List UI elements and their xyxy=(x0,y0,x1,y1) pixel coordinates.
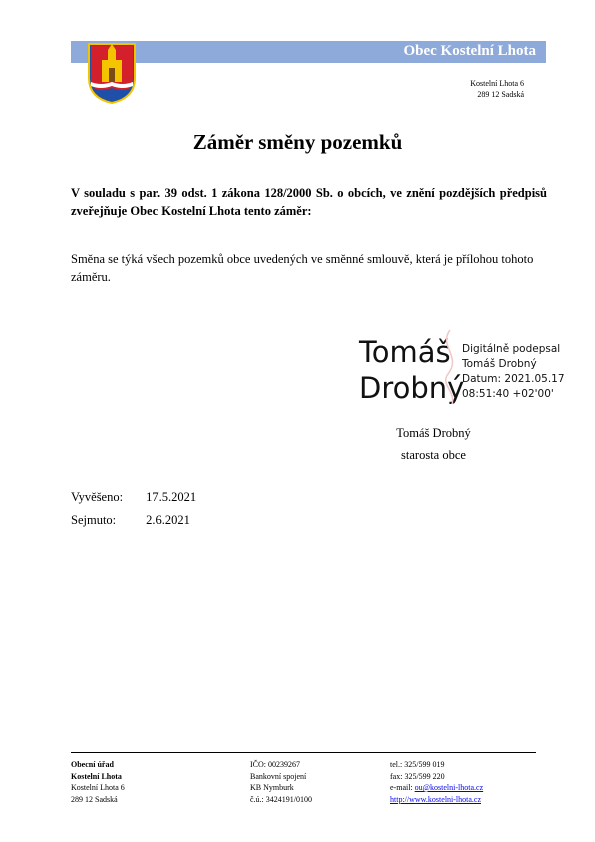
intro-paragraph: V souladu s par. 39 odst. 1 zákona 128/2000 Sb. o obcích, ve znění pozdějších předpisů zveřejňuje Obec Kostelní Lhota tento záměr: xyxy=(71,186,547,218)
coat-of-arms-icon xyxy=(87,42,137,104)
signature-last-name: Drobný xyxy=(359,371,465,405)
footer-email-row xyxy=(390,782,483,794)
signer-block xyxy=(371,422,496,466)
footer-office-city: 289 12 Sadská xyxy=(71,794,118,804)
signature-line-3: Datum: 2021.05.17 xyxy=(462,373,565,385)
removed-label: Sejmuto: xyxy=(71,513,117,527)
footer-website-link[interactable]: http://www.kostelni-lhota.cz xyxy=(390,794,482,804)
footer-office-street: Kostelní Lhota 6 xyxy=(71,783,125,792)
posted-label: Vyvěšeno: xyxy=(71,490,124,504)
posted-row xyxy=(71,486,196,509)
signer-role: starosta obce xyxy=(401,448,466,462)
footer-bank-label: Bankovní spojení xyxy=(250,771,307,781)
footer-contact xyxy=(390,759,483,805)
signature-line-1: Digitálně podepsal xyxy=(462,343,561,355)
signature-first-name: Tomáš xyxy=(359,335,451,369)
footer-email-label: e-mail: xyxy=(390,783,415,792)
footer-divider xyxy=(71,752,536,753)
body-paragraph: Směna se týká všech pozemků obce uvedených ve směnné smlouvě, která je přílohou tohoto záměru. xyxy=(71,252,534,284)
municipality-title: Obec Kostelní Lhota xyxy=(403,43,536,59)
posting-dates xyxy=(71,486,196,532)
address-street: Kostelní Lhota 6 xyxy=(470,79,524,88)
address-city: 289 12 Sadská xyxy=(477,90,524,99)
document-title: Záměr směny pozemků xyxy=(192,130,403,154)
footer-fax: fax: 325/599 220 xyxy=(390,771,445,781)
footer-account: č.ú.: 3424191/0100 xyxy=(250,794,312,804)
footer-office-name: Obecní úřad xyxy=(71,760,114,769)
removed-value: 2.6.2021 xyxy=(146,513,190,527)
digital-signature-info xyxy=(462,342,565,402)
signer-name: Tomáš Drobný xyxy=(396,426,471,440)
signature-line-4: 08:51:40 +02'00' xyxy=(462,388,554,400)
office-address xyxy=(470,78,524,100)
footer-office-town: Kostelní Lhota xyxy=(71,771,122,781)
footer-office xyxy=(71,759,125,805)
footer-bank-name: KB Nymburk xyxy=(250,783,294,792)
posted-value: 17.5.2021 xyxy=(146,490,197,504)
footer-ico: IČO: 00239267 xyxy=(250,760,300,769)
footer-email-link[interactable]: ou@kostelni-lhota.cz xyxy=(414,783,484,792)
signature-line-2: Tomáš Drobný xyxy=(462,358,537,370)
header-bar xyxy=(71,41,546,63)
footer-bank xyxy=(250,759,312,805)
removed-row xyxy=(71,509,196,532)
footer-phone: tel.: 325/599 019 xyxy=(390,760,445,769)
